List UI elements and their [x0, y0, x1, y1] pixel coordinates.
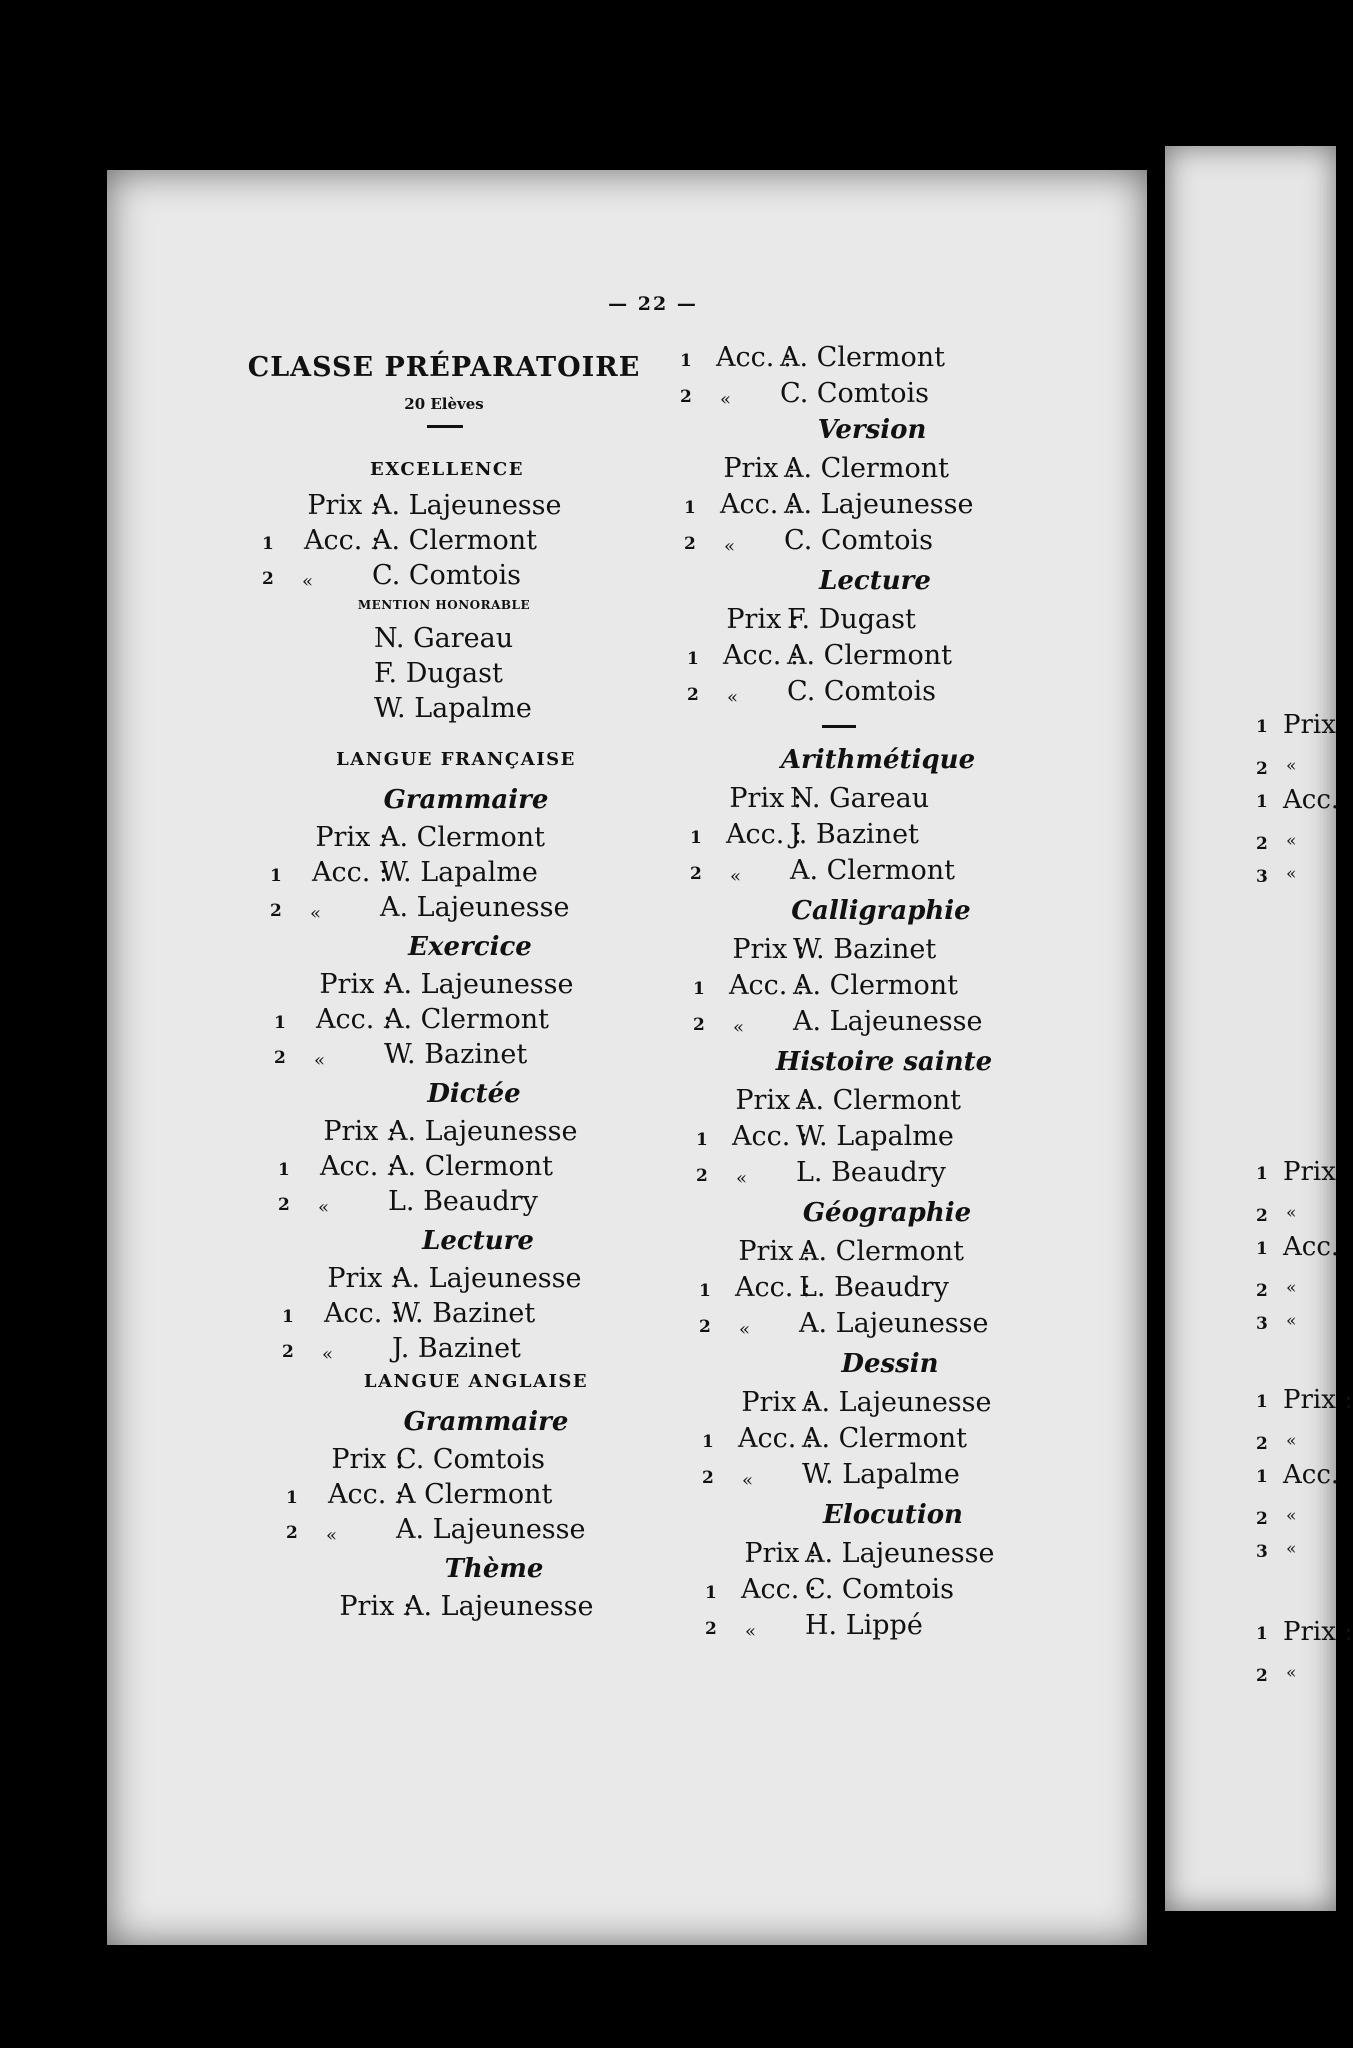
award-label: Prix : — [1283, 1617, 1353, 1647]
recipient-name: A. Lajeunesse — [380, 892, 570, 923]
award-label: « — [1286, 1278, 1297, 1298]
recipient-name: L. Beaudry — [796, 1157, 946, 1188]
award-label: Prix : — [331, 1444, 404, 1475]
recipient-name: N. Gareau — [790, 783, 930, 814]
recipient-name: N. Gareau — [374, 623, 514, 654]
recipient-name: A. Lajeunesse — [388, 1116, 578, 1147]
row-number: 2 — [270, 901, 282, 921]
recipient-name: L. Beaudry — [388, 1186, 538, 1217]
recipient-name: A. Lajeunesse — [396, 1514, 586, 1545]
row-number: 2 — [690, 864, 702, 884]
row-number: 3 — [1256, 867, 1268, 887]
award-label: Prix : — [323, 1116, 396, 1147]
recipient-name: A. Clermont — [384, 1004, 549, 1035]
row-number: 2 — [1256, 1281, 1268, 1301]
row-number: 1 — [286, 1488, 298, 1508]
award-label: Acc. : — [725, 819, 802, 850]
award-label: « — [310, 903, 322, 924]
section-subtitle: 20 Elèves — [404, 395, 484, 413]
row-number: 2 — [282, 1342, 294, 1362]
recipient-name: A. Clermont — [388, 1151, 553, 1182]
award-label: Acc. — [1283, 785, 1340, 815]
award-label: Prix : — [315, 822, 388, 853]
row-number: 2 — [278, 1195, 290, 1215]
page-number: — 22 — — [608, 293, 698, 315]
award-label: « — [730, 866, 742, 887]
award-label: Acc. : — [737, 1423, 814, 1454]
recipient-name: W. Bazinet — [384, 1039, 528, 1070]
recipient-name: A. Clermont — [790, 855, 955, 886]
row-number: 2 — [684, 534, 696, 554]
subject-title: Histoire sainte — [775, 1047, 993, 1077]
row-number: 2 — [1256, 1206, 1268, 1226]
subject-title: Exercice — [408, 932, 532, 962]
award-label: Acc. : — [323, 1298, 400, 1329]
award-label: Acc. : — [315, 1004, 392, 1035]
award-label: Acc. : — [722, 640, 799, 671]
award-label: « — [1286, 1203, 1297, 1223]
recipient-name: A. Lajeunesse — [372, 490, 562, 521]
award-label: Prix — [1283, 710, 1336, 740]
award-label: « — [322, 1344, 334, 1365]
row-number: 2 — [262, 569, 274, 589]
award-label: Acc. : — [715, 342, 792, 373]
award-label: Prix : — [726, 604, 799, 635]
row-number: 1 — [1256, 717, 1268, 737]
award-label: « — [720, 389, 732, 410]
recipient-name: F. Dugast — [374, 658, 503, 689]
recipient-name: W. Lapalme — [796, 1121, 954, 1152]
recipient-name: A. Lajeunesse — [384, 969, 574, 1000]
award-label: Acc. : — [719, 489, 796, 520]
row-number: 1 — [699, 1281, 711, 1301]
award-label: Prix : — [339, 1591, 412, 1622]
award-label: « — [736, 1168, 748, 1189]
subject-title: Lecture — [819, 566, 931, 596]
row-number: 3 — [1256, 1314, 1268, 1334]
subject-title: Thème — [444, 1554, 544, 1584]
subject-title: Arithmétique — [780, 745, 976, 775]
recipient-name: C. Comtois — [396, 1444, 545, 1475]
recipient-name: A. Clermont — [793, 970, 958, 1001]
recipient-name: A. Clermont — [796, 1085, 961, 1116]
award-label: Prix : — [735, 1085, 808, 1116]
award-label: « — [739, 1319, 751, 1340]
row-number: 2 — [699, 1317, 711, 1337]
award-label: Prix : — [741, 1387, 814, 1418]
divider — [822, 725, 856, 728]
recipient-name: A. Lajeunesse — [404, 1591, 594, 1622]
row-number: 2 — [705, 1619, 717, 1639]
recipient-name: A. Clermont — [799, 1236, 964, 1267]
award-label: « — [1286, 756, 1297, 776]
divider — [427, 425, 463, 428]
recipient-name: A. Clermont — [784, 453, 949, 484]
award-label: Acc. : — [728, 970, 805, 1001]
award-label: « — [318, 1197, 330, 1218]
row-number: 1 — [687, 649, 699, 669]
award-label: Prix — [1283, 1157, 1336, 1187]
row-number: 2 — [1256, 1666, 1268, 1686]
row-number: 1 — [705, 1583, 717, 1603]
recipient-name: A. Lajeunesse — [802, 1387, 992, 1418]
award-label: Acc. : — [734, 1272, 811, 1303]
row-number: 3 — [1256, 1542, 1268, 1562]
row-number: 2 — [274, 1048, 286, 1068]
award-label: Acc. : — [740, 1574, 817, 1605]
award-label: « — [727, 687, 739, 708]
recipient-name: J. Bazinet — [392, 1333, 521, 1364]
award-label: Acc. : — [327, 1479, 404, 1510]
recipient-name: C. Comtois — [780, 378, 929, 409]
award-label: « — [1286, 1506, 1297, 1526]
recipient-name: F. Dugast — [787, 604, 916, 635]
recipient-name: J. Bazinet — [790, 819, 919, 850]
row-number: 2 — [680, 387, 692, 407]
award-label: « — [1286, 1431, 1297, 1451]
row-number: 1 — [684, 498, 696, 518]
row-number: 1 — [702, 1432, 714, 1452]
recipient-name: C. Comtois — [784, 525, 933, 556]
recipient-name: A. Clermont — [372, 525, 537, 556]
row-number: 1 — [1256, 1624, 1268, 1644]
award-label: Prix : — [738, 1236, 811, 1267]
award-label: Prix : — [723, 453, 796, 484]
subject-title: Grammaire — [383, 785, 549, 815]
recipient-name: L. Beaudry — [799, 1272, 949, 1303]
award-label: « — [314, 1050, 326, 1071]
award-label: Prix : — [307, 490, 380, 521]
recipient-name: H. Lippé — [805, 1610, 923, 1641]
recipient-name: A. Clermont — [802, 1423, 967, 1454]
row-number: 1 — [1256, 792, 1268, 812]
section-title: CLASSE PRÉPARATOIRE — [247, 352, 641, 383]
recipient-name: C. Comtois — [372, 560, 521, 591]
award-label: Prix : — [319, 969, 392, 1000]
award-label: Acc. : — [311, 857, 388, 888]
award-label: « — [326, 1525, 338, 1546]
recipient-name: A Clermont — [396, 1479, 553, 1510]
subject-title: Grammaire — [403, 1407, 569, 1437]
row-number: 2 — [693, 1015, 705, 1035]
subsection-heading: LANGUE ANGLAISE — [363, 1371, 589, 1392]
award-label: Prix : — [327, 1263, 400, 1294]
award-label: Prix : — [732, 934, 805, 965]
subject-title: Géographie — [802, 1198, 972, 1228]
recipient-name: W. Lapalme — [380, 857, 538, 888]
award-label: Prix : — [1283, 1385, 1353, 1415]
recipient-name: A. Lajeunesse — [799, 1308, 989, 1339]
row-number: 2 — [1256, 1509, 1268, 1529]
award-label: Acc. : — [303, 525, 380, 556]
recipient-name: A. Lajeunesse — [805, 1538, 995, 1569]
row-number: 1 — [690, 828, 702, 848]
row-number: 2 — [687, 685, 699, 705]
recipient-name: W. Bazinet — [392, 1298, 536, 1329]
award-label: « — [302, 571, 314, 592]
recipient-name: A. Clermont — [380, 822, 545, 853]
row-number: 1 — [1256, 1239, 1268, 1259]
award-label: « — [724, 536, 736, 557]
subject-title: Dessin — [841, 1349, 939, 1379]
award-label: « — [1286, 831, 1297, 851]
subsection-heading: LANGUE FRANÇAISE — [336, 749, 576, 770]
recipient-name: C. Comtois — [805, 1574, 954, 1605]
recipient-name: A. Clermont — [787, 640, 952, 671]
row-number: 1 — [274, 1013, 286, 1033]
award-label: « — [745, 1621, 757, 1642]
award-label: Prix : — [729, 783, 802, 814]
recipient-name: A. Lajeunesse — [793, 1006, 983, 1037]
row-number: 2 — [1256, 1434, 1268, 1454]
subsection-heading: MENTION HONORABLE — [357, 598, 531, 612]
row-number: 1 — [1256, 1467, 1268, 1487]
row-number: 2 — [702, 1468, 714, 1488]
award-label: « — [1286, 864, 1297, 884]
row-number: 1 — [278, 1160, 290, 1180]
row-number: 2 — [286, 1523, 298, 1543]
row-number: 1 — [696, 1130, 708, 1150]
award-label: Acc. : — [731, 1121, 808, 1152]
subject-title: Lecture — [422, 1226, 534, 1256]
row-number: 1 — [282, 1307, 294, 1327]
award-label: « — [1286, 1311, 1297, 1331]
row-number: 1 — [262, 534, 274, 554]
recipient-name: A. Lajeunesse — [784, 489, 974, 520]
award-label: « — [1286, 1539, 1297, 1559]
award-label: « — [733, 1017, 745, 1038]
recipient-name: C. Comtois — [787, 676, 936, 707]
subject-title: Calligraphie — [791, 896, 971, 926]
award-label: Acc. — [1283, 1460, 1340, 1490]
row-number: 2 — [1256, 759, 1268, 779]
row-number: 2 — [696, 1166, 708, 1186]
recipient-name: W. Lapalme — [802, 1459, 960, 1490]
recipient-name: A. Clermont — [780, 342, 945, 373]
subject-title: Elocution — [823, 1500, 963, 1530]
recipient-name: W. Bazinet — [793, 934, 937, 965]
row-number: 1 — [1256, 1164, 1268, 1184]
award-label: Acc. : — [319, 1151, 396, 1182]
award-label: « — [1286, 1663, 1297, 1683]
row-number: 1 — [270, 866, 282, 886]
row-number: 1 — [680, 351, 692, 371]
award-label: Prix : — [744, 1538, 817, 1569]
row-number: 1 — [693, 979, 705, 999]
award-label: « — [742, 1470, 754, 1491]
subsection-heading: EXCELLENCE — [370, 459, 524, 480]
recipient-name: A. Lajeunesse — [392, 1263, 582, 1294]
row-number: 1 — [1256, 1392, 1268, 1412]
row-number: 2 — [1256, 834, 1268, 854]
recipient-name: W. Lapalme — [374, 693, 532, 724]
award-label: Acc. — [1283, 1232, 1340, 1262]
subject-title: Version — [817, 415, 927, 445]
subject-title: Dictée — [427, 1079, 521, 1109]
